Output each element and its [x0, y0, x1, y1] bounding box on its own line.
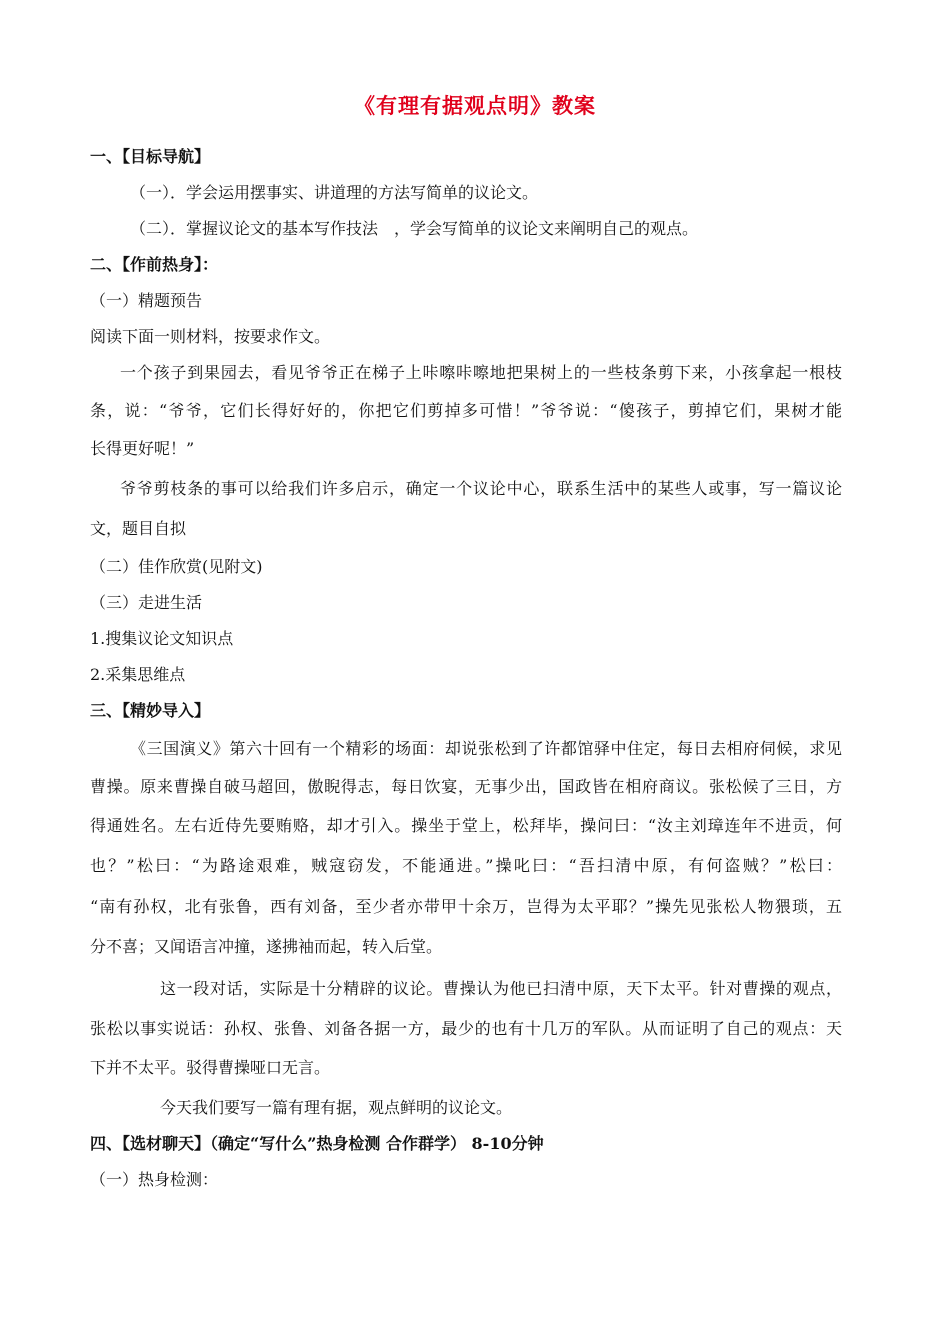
paragraph-line: 曹操。原来曹操自破马超回，傲睨得志，每日饮宴，无事少出，国政皆在相府商议。张松候了三日，方	[90, 777, 842, 796]
goal-item-1: （一）．学会运用摆事实、讲道理的方法写简单的议论文。	[130, 183, 539, 202]
subheading-life: （三）走进生活	[90, 593, 203, 612]
paragraph-line: 分不喜；又闻语言冲撞，遂拂袖而起，转入后堂。	[90, 937, 443, 956]
section-heading-4: 四、【选材聊天】（确定“写什么”热身检测 合作群学） 8-10分钟	[90, 1134, 544, 1153]
page-title: 《有理有据观点明》教案	[354, 94, 596, 118]
paragraph-line: 今天我们要写一篇有理有据，观点鲜明的议论文。	[160, 1098, 513, 1117]
subheading-preview: （一）精题预告	[90, 291, 203, 310]
paragraph-line: 得通姓名。左右近侍先要贿赂，却才引入。操坐于堂上，松拜毕，操问曰：“汝主刘璋连年不进贡，何	[90, 816, 842, 835]
paragraph-line: 一个孩子到果园去，看见爷爷正在梯子上咔嚓咔嚓地把果树上的一些枝条剪下来，小孩拿起一根枝	[120, 363, 842, 382]
list-item: 1.搜集议论文知识点	[90, 629, 234, 648]
goal-item-2: （二）．掌握议论文的基本写作技法 ，学会写简单的议论文来阐明自己的观点。	[130, 219, 699, 238]
paragraph-line: 爷爷剪枝条的事可以给我们许多启示，确定一个议论中心，联系生活中的某些人或事，写一篇议论	[120, 479, 842, 498]
paragraph-line: 张松以事实说话：孙权、张鲁、刘备各据一方，最少的也有十几万的军队。从而证明了自己的观点：天	[90, 1019, 842, 1038]
paragraph-line: 这一段对话，实际是十分精辟的议论。曹操认为他已扫清中原，天下太平。针对曹操的观点，	[160, 979, 842, 998]
paragraph-line: 长得更好呢！”	[90, 439, 195, 458]
section-heading-3: 三、【精妙导入】	[90, 701, 211, 720]
paragraph-line: 《三国演义》第六十回有一个精彩的场面：却说张松到了许都馆驿中住定，每日去相府伺候，求见	[130, 739, 842, 758]
paragraph-line: 条，说：“爷爷，它们长得好好的，你把它们剪掉多可惜！”爷爷说：“傻孩子，剪掉它们，果树才能	[90, 401, 842, 420]
paragraph-line: 下并不太平。驳得曹操哑口无言。	[90, 1058, 331, 1077]
section-heading-1: 一、【目标导航】	[90, 147, 211, 166]
section-heading-2: 二、【作前热身】：	[90, 255, 219, 274]
paragraph-line: “南有孙权，北有张鲁，西有刘备，至少者亦带甲十余万，岂得为太平耶？”操先见张松人物猥琐，五	[90, 897, 842, 916]
paragraph-line: 也？”松曰：“为路途艰难，贼寇窃发，不能通进。”操叱曰：“吾扫清中原，有何盗贼？”松曰：	[90, 856, 842, 875]
paragraph-line: 文，题目自拟	[90, 519, 187, 538]
list-item: 2.采集思维点	[90, 665, 186, 684]
paragraph-instruction: 阅读下面一则材料，按要求作文。	[90, 327, 331, 346]
subheading-warmup: （一）热身检测：	[90, 1170, 219, 1189]
subheading-appreciation: （二）佳作欣赏(见附文)	[90, 557, 263, 576]
